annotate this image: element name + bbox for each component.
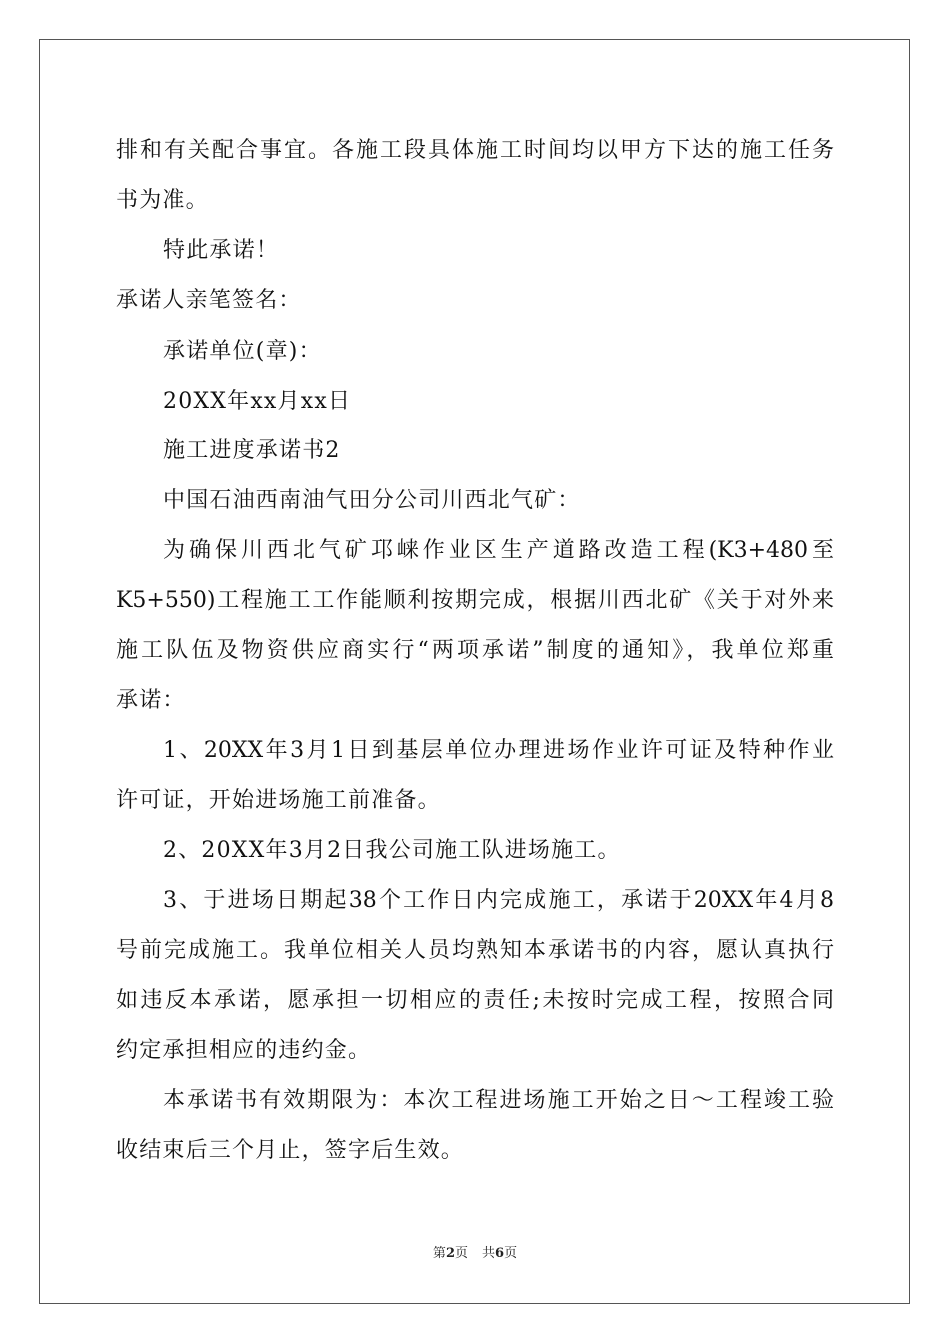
body-line-16: 3、于进场日期起38个工作日内完成施工，承诺于20XX年4月8 bbox=[163, 888, 834, 913]
page-current: 2 bbox=[445, 1246, 455, 1261]
body-line-13: 1、20XX年3月1日到基层单位办理进场作业许可证及特种作业 bbox=[163, 738, 834, 763]
total-suffix: 页 bbox=[504, 1246, 518, 1261]
page-prefix: 第 bbox=[432, 1246, 446, 1261]
body-line-14: 许可证，开始进场施工前准备。 bbox=[116, 788, 441, 813]
body-line-6: 20XX年xx月xx日 bbox=[163, 389, 352, 414]
page-frame bbox=[39, 39, 910, 1304]
total-prefix: 共 bbox=[482, 1246, 496, 1261]
body-line-15: 2、20XX年3月2日我公司施工队进场施工。 bbox=[163, 838, 621, 863]
body-line-11: 施工队伍及物资供应商实行“两项承诺”制度的通知》，我单位郑重 bbox=[116, 638, 834, 663]
body-line-5: 承诺单位(章)： bbox=[163, 339, 322, 364]
body-line-4: 承诺人亲笔签名： bbox=[116, 288, 302, 313]
body-line-12: 承诺： bbox=[116, 688, 186, 713]
body-line-20: 本承诺书有效期限为：本次工程进场施工开始之日～工程竣工验 bbox=[163, 1088, 834, 1113]
body-line-18: 如违反本承诺，愿承担一切相应的责任;未按时完成工程，按照合同 bbox=[116, 988, 834, 1013]
body-line-17: 号前完成施工。我单位相关人员均熟知本承诺书的内容，愿认真执行 bbox=[116, 938, 834, 963]
section-title: 施工进度承诺书2 bbox=[163, 438, 341, 463]
body-line-21: 收结束后三个月止，签字后生效。 bbox=[116, 1138, 465, 1163]
body-line-9: 为确保川西北气矿邛崃作业区生产道路改造工程(K3+480至 bbox=[163, 538, 834, 563]
page-suffix: 页 bbox=[454, 1246, 468, 1261]
body-line-19: 约定承担相应的违约金。 bbox=[116, 1038, 372, 1063]
body-line-3: 特此承诺！ bbox=[163, 238, 280, 263]
page-footer bbox=[0, 1246, 950, 1262]
total-pages: 6 bbox=[495, 1246, 505, 1261]
body-line-1: 排和有关配合事宜。各施工段具体施工时间均以甲方下达的施工任务 bbox=[116, 138, 834, 163]
addressee-line: 中国石油西南油气田分公司川西北气矿： bbox=[163, 488, 581, 513]
body-line-10: K5+550)工程施工工作能顺利按期完成，根据川西北矿《关于对外来 bbox=[116, 588, 834, 613]
body-line-2: 书为准。 bbox=[116, 188, 209, 213]
